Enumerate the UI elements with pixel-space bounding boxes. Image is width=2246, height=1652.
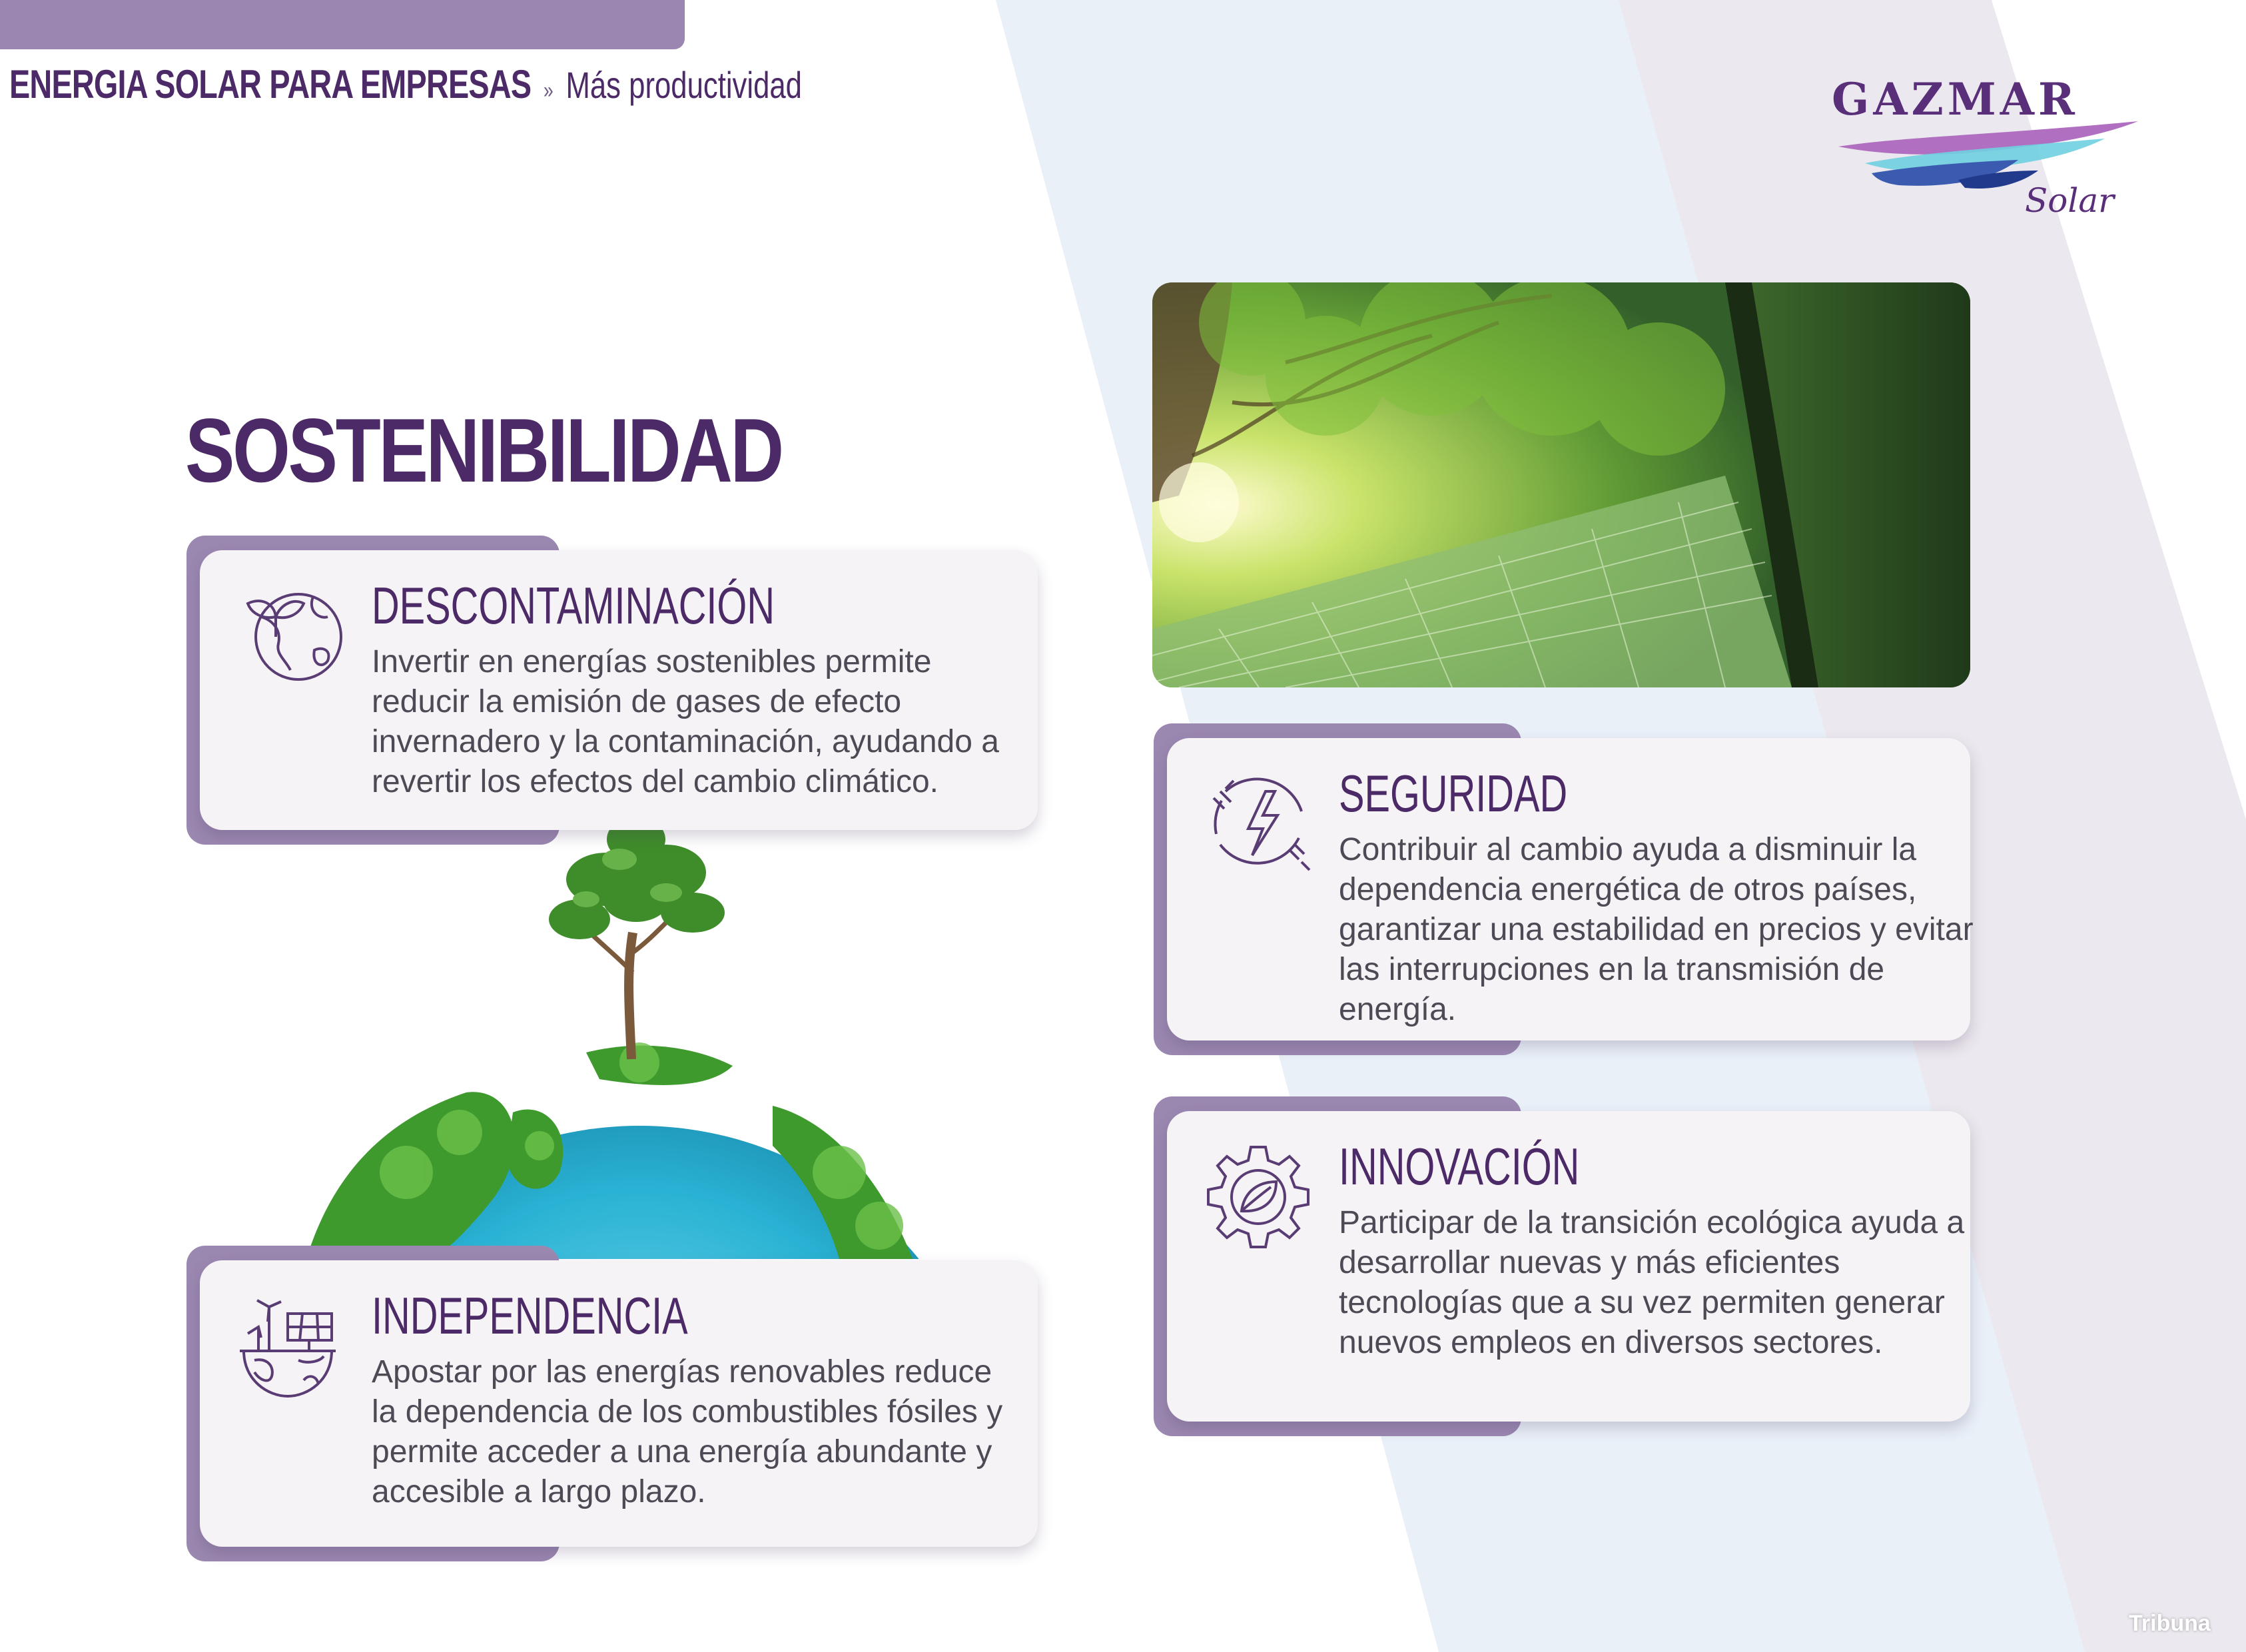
card-body: Invertir en energías sostenibles permite reducir la emisión de gases de efecto invernadero y la contaminación, ayudando a revertir los efectos del cambio climático. (372, 644, 999, 799)
globe-leaf-icon (234, 577, 348, 690)
globe-tree-illustration (293, 799, 986, 1266)
card-title: SEGURIDAD (1339, 764, 1568, 823)
watermark: Tribuna (2129, 1611, 2211, 1636)
card-independencia (200, 1260, 1038, 1547)
logo-tagline-text: Solar (2025, 181, 2115, 220)
card-descontaminacion (200, 550, 1038, 830)
header-tab-bar (0, 0, 685, 49)
card-title: DESCONTAMINACIÓN (372, 576, 775, 635)
gazmar-solar-logo (1825, 73, 2145, 226)
card-body: Apostar por las energías renovables reduce la dependencia de los combustibles fósiles y permite acceder a una energía abundante y accesible a largo plazo. (372, 1354, 1003, 1509)
logo-brand-text: GAZMAR (1832, 73, 2079, 125)
lightning-plug-icon (1202, 765, 1315, 878)
card-body: Participar de la transición ecológica ayuda a desarrollar nuevas y más eficientes tecnologías que a su vez permiten generar nuevos empleos en diversos sectores. (1339, 1205, 1965, 1360)
card-title: INNOVACIÓN (1339, 1137, 1580, 1196)
card-seguridad (1167, 738, 1974, 1040)
wind-solar-globe-icon (234, 1287, 348, 1400)
breadcrumb-separator: » (544, 78, 554, 103)
breadcrumb-subsection[interactable]: Más productividad (565, 64, 802, 106)
breadcrumb (9, 61, 802, 107)
card-body: Contribuir al cambio ayuda a disminuir la dependencia energética de otros países, garantizar una estabilidad en precios y evitar las interrupciones en la transmisión de energía. (1339, 832, 1974, 1027)
gear-leaf-icon (1202, 1138, 1315, 1251)
card-title: INDEPENDENCIA (372, 1286, 688, 1345)
green-building-photo (1152, 282, 1970, 687)
breadcrumb-section[interactable]: ENERGIA SOLAR PARA EMPRESAS (9, 62, 532, 107)
page-title: SOSTENIBILIDAD (185, 400, 782, 501)
card-innovacion (1167, 1111, 1970, 1422)
